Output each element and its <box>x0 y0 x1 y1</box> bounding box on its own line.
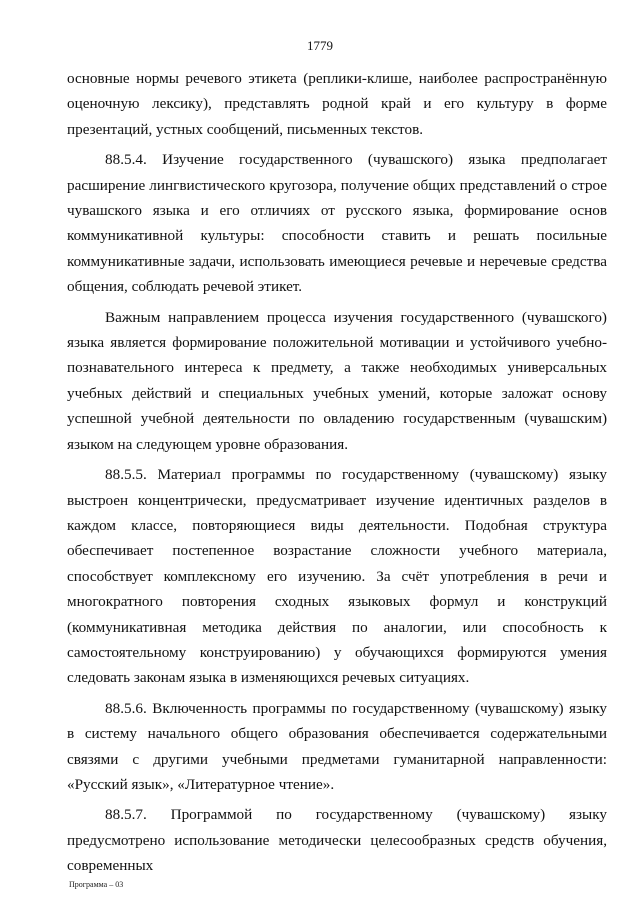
page-number: 1779 <box>307 38 333 53</box>
paragraph-88-5-5: 88.5.5. Материал программы по государственному (чувашскому) языку выстроен концентрически, предусматривает изучение идентичных разделов в каждом классе, повторяющиеся виды деятельности. Подобная структура обеспечивает постепенное возрастание сложности учебного материала, способствует комплексному его изучению. За счёт употребления в речи и многократного повторения сходных языковых формул и конструкций (коммуникативная методика действия по аналогии, или способность к самостоятельному конструированию) у обучающихся формируются умения следовать законам языка в изменяющихся речевых ситуациях. <box>67 466 607 687</box>
paragraph-88-5-4: 88.5.4. Изучение государственного (чувашского) языка предполагает расширение лингвистического кругозора, получение общих представлений о строе чувашского языка и его отличиях от русского языка, формирование основ коммуникативной культуры: способности ставить и решать посильные коммуникативные задачи, использовать имеющиеся речевые и неречевые средства общения, соблюдать речевой этикет. <box>67 151 607 296</box>
paragraph-88-5-6: 88.5.6. Включенность программы по государственному (чувашскому) языку в систему начального общего образования обеспечивается содержательными связями с другими учебными предметами гуманитарной направленности: «Русский язык», «Литературное чтение». <box>67 699 607 793</box>
paragraph-motivation: Важным направлением процесса изучения государственного (чувашского) языка является формирование положительной мотивации и устойчивого учебно-познавательного интереса к предмету, а также необходимых универсальных учебных действий и специальных учебных умений, которые заложат основу успешной учебной деятельности по овладению государственным (чувашским) языком на следующем уровне образования. <box>67 308 607 453</box>
footer-label: Программа – 03 <box>69 880 124 889</box>
body-text <box>67 66 607 884</box>
paragraph-continuation: основные нормы речевого этикета (реплики-клише, наиболее распространённую оценочную лексику), представлять родной край и его культуру в форме презентаций, устных сообщений, письменных текстов. <box>67 70 607 138</box>
paragraph-88-5-7: 88.5.7. Программой по государственному (чувашскому) языку предусмотрено использование методически целесообразных средств обучения, современных <box>67 806 607 875</box>
